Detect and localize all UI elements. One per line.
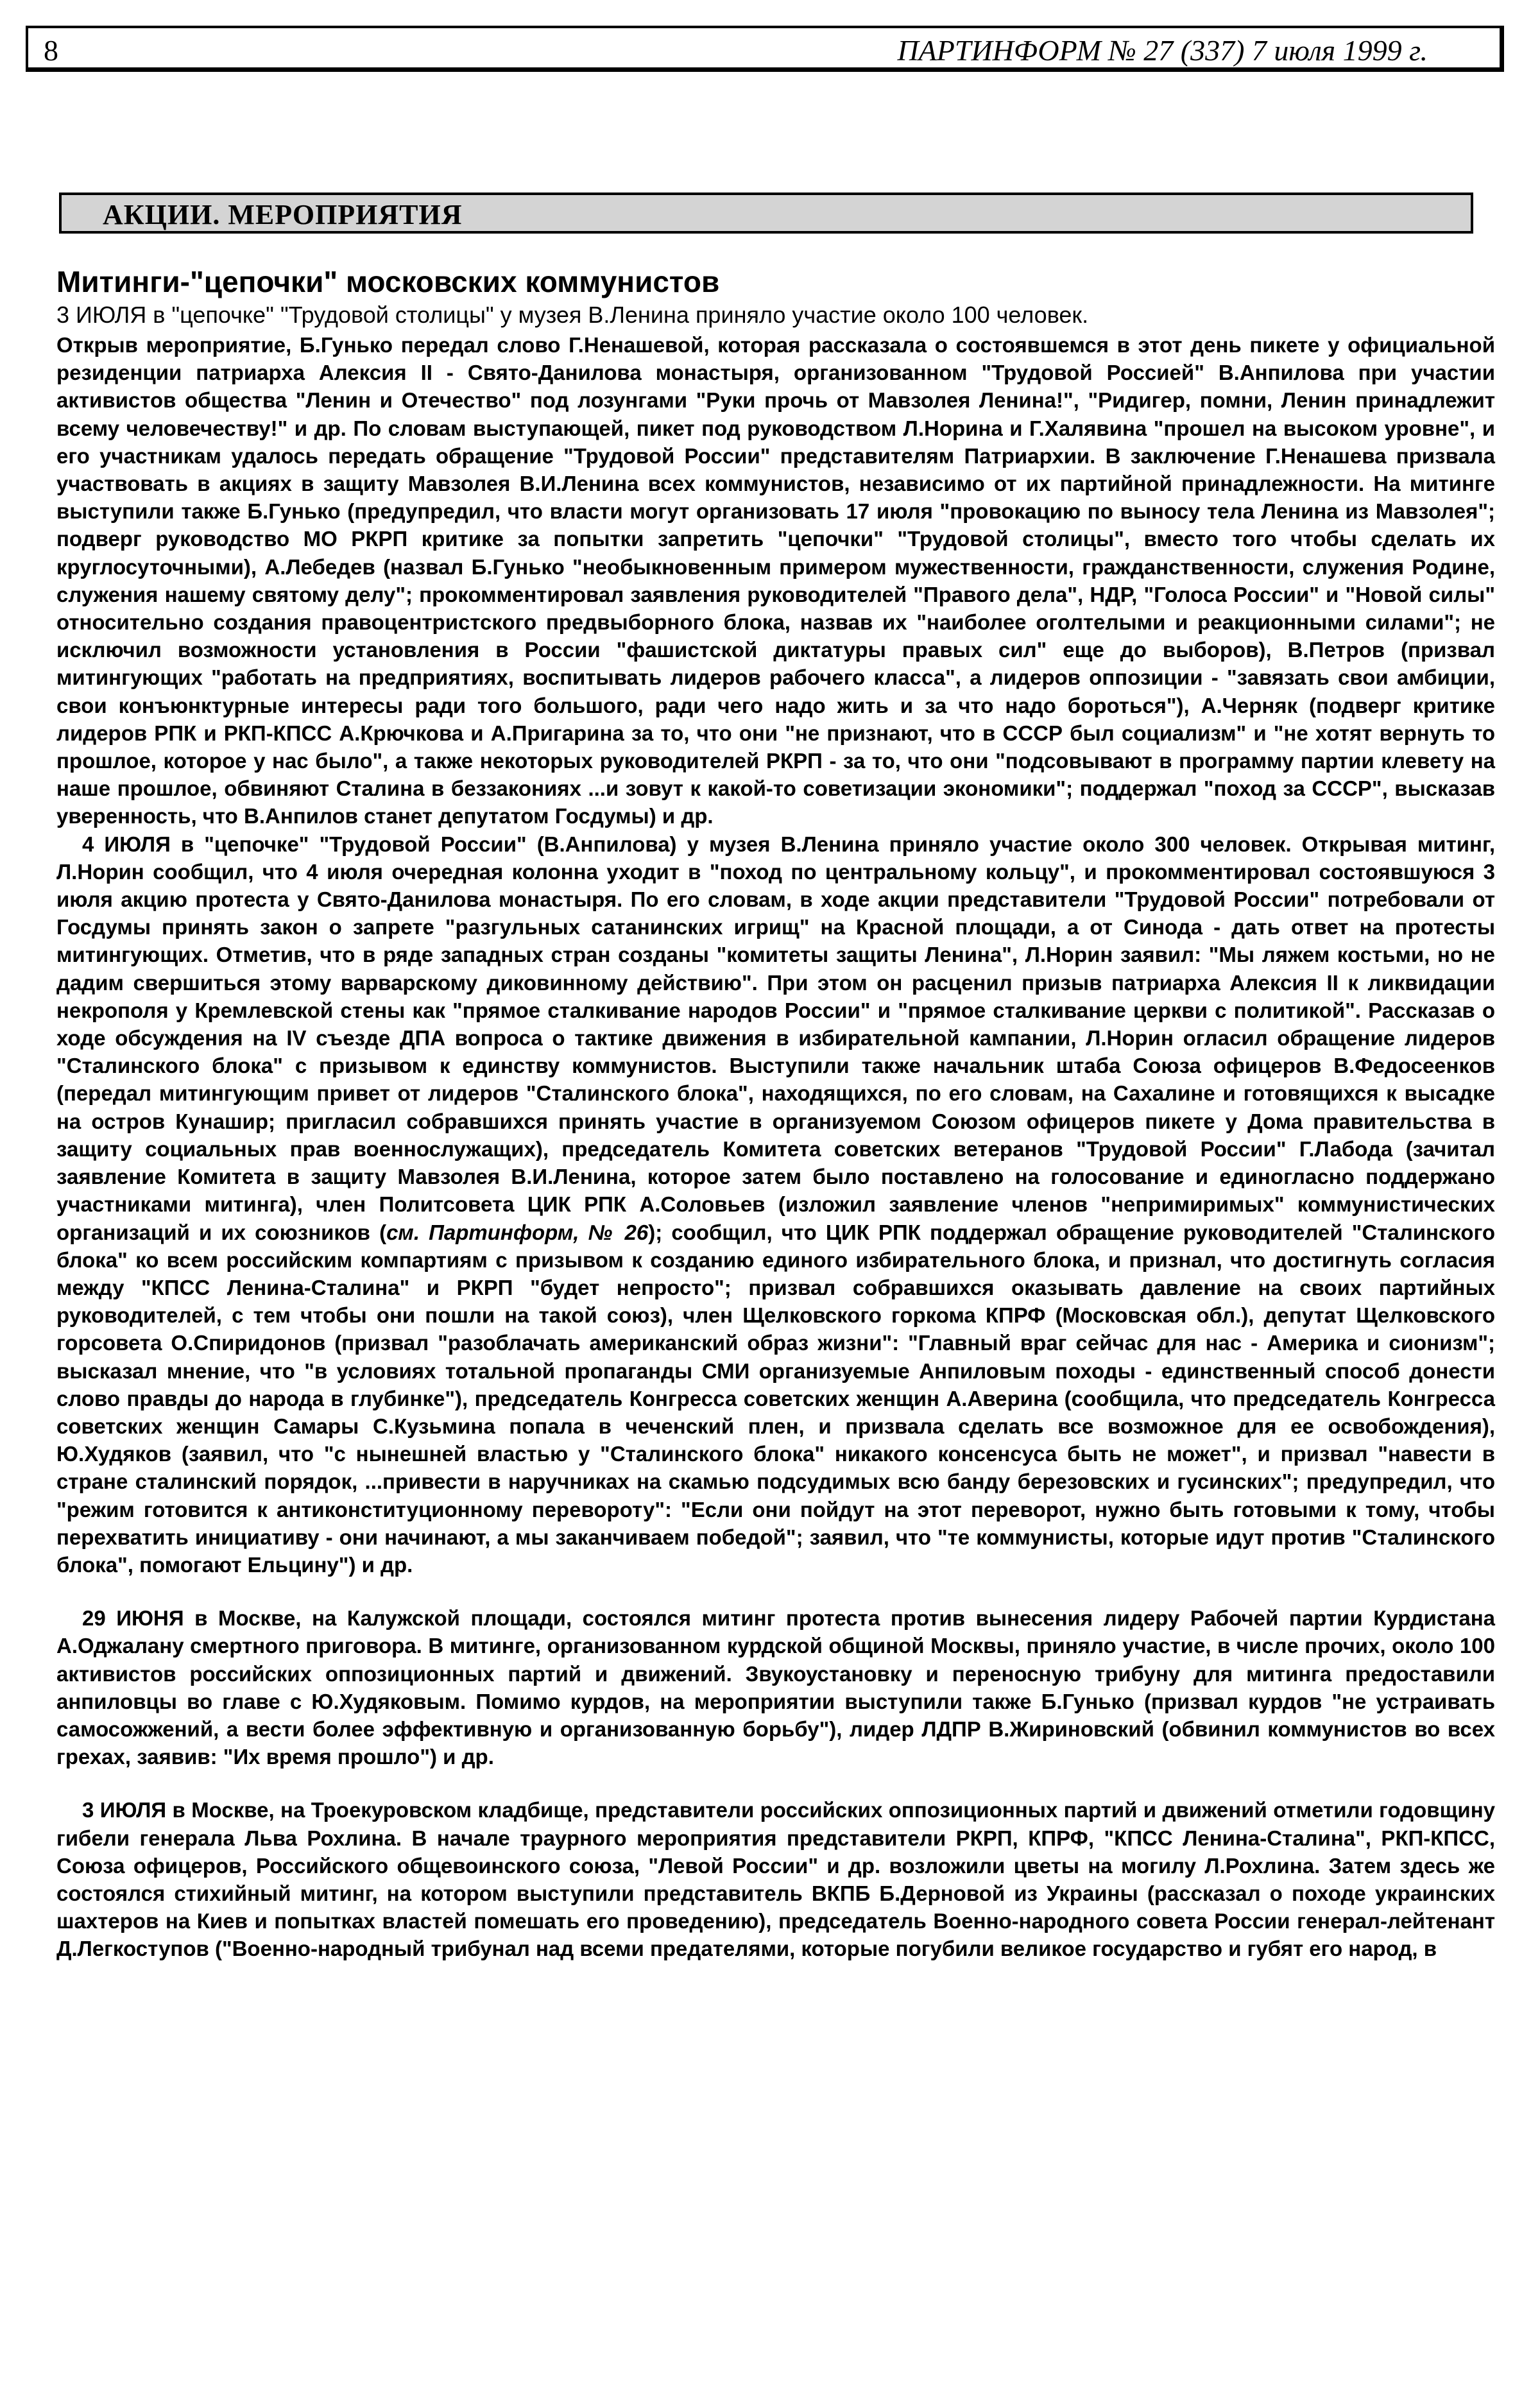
paragraph-4: 3 ИЮЛЯ в Москве, на Троекуровском кладбище, представители российских оппозиционных партий и движений отметили годовщину гибели генерала Льва Рохлина. В начале траурного мероприятия представители РКРП, КПРФ, "КПСС Ленина-Сталина", РКП-КПСС, Союза офицеров, Российского общевоинского союза, "Левой России" и др. возложили цветы на могилу Л.Рохлина. Затем здесь же состоялся стихийный митинг, на котором выступили представитель ВКПБ Б.Дерновой из Украины (рассказал о походе украинских шахтеров на Киев и попытках властей помешать его проведению), председатель Военно-народного совета России генерал-лейтенант Д.Легкоступов ("Военно-народный трибунал над всеми предателями, которые погубили великое государство и губят его народ, в [56,1798,1495,1961]
paragraph-1: Открыв мероприятие, Б.Гунько передал слово Г.Ненашевой, которая рассказала о состоявшемся в этот день пикете у официальной резиденции патриарха Алексия II - Свято-Данилова монастыря, организованном "Трудовой Россией" В.Анпилова при участии активистов общества "Ленин и Отечество" под лозунгами "Руки прочь от Мавзолея Ленина!", "Ридигер, помни, Ленин принадлежит всему человечеству!" и др. По словам выступающей, пикет под руководством Л.Норина и Г.Халявина "прошел на высоком уровне", и его участникам удалось передать обращение "Трудовой России" представителям Патриархии. В заключение Г.Ненашева призвала участвовать в акциях в защиту Мавзолея В.И.Ленина всех коммунистов, независимо от их партийной принадлежности. На митинге выступили также Б.Гунько (предупредил, что власти могут организовать 17 июля "провокацию по выносу тела Ленина из Мавзолея"; подверг руководство МО РКРП критике за попытки запретить "цепочки" "Трудовой столицы", вместо того чтобы сделать их круглосуточными), А.Лебедев (назвал Б.Гунько "необыкновенным примером мужественности, гражданственности, служения Родине, служения нашему святому делу"; прокомментировал заявления руководителей "Правого дела", НДР, "Голоса России" и "Новой силы" относительно создания правоцентристского предвыборного блока, назвав их "наиболее оголтелыми и реакционными силами"; не исключил возможности установления в России "фашистской диктатуры правых сил" еще до выборов), В.Петров (призвал митингующих "работать на предприятиях, воспитывать лидеров рабочего класса", а лидеров оппозиции - "завязать свои амбиции, свои конъюнктурные интересы ради того большого, ради чего надо жить и за что надо бороться"), А.Черняк (подверг критике лидеров РПК и РКП-КПСС А.Крючкова и А.Пригарина за то, что они "не признают, что в СССР был социализм" и "не хотят вернуть то прошлое, которое у нас было", а также некоторых руководителей РКРП - за то, что они "подсовывают в программу партии клевету на наше прошлое, обвиняют Сталина в беззакониях ...и зовут к какой-то советизации экономики"; поддержал "поход за СССР", высказав уверенность, что В.Анпилов станет депутатом Госдумы) и др. [56,333,1495,828]
paragraph-2-part-a: 4 ИЮЛЯ в "цепочке" "Трудовой России" (В.Анпилова) у музея В.Ленина приняло участие около 300 человек. Открывая митинг, Л.Норин сообщил, что 4 июля очередная колонна уходит в "поход по центральному кольцу", и прокомментировал состоявшуюся 3 июля акцию протеста у Свято-Данилова монастыря. По его словам, в ходе акции представители "Трудовой России" потребовали от Госдумы принять закон о запрете "разгульных сатанинских игрищ" на Красной площади, а от Синода - дать ответ на протесты митингующих. Отметив, что в ряде западных стран созданы "комитеты защиты Ленина", Л.Норин заявил: "Мы ляжем костьми, но не дадим свершиться этому варварскому диковинному действию". При этом он расценил призыв патриарха Алексия II к ликвидации некрополя у Кремлевской стены как "прямое сталкивание народов России" и "прямое сталкивание церкви с политикой". Рассказав о ходе обсуждения на IV съезде ДПА вопроса о тактике движения в избирательной кампании, Л.Норин огласил обращение лидеров "Сталинского блока" с призывом к единству коммунистов. Выступили также начальник штаба Союза офицеров В.Федосеенков (передал митингующим привет от лидеров "Сталинского блока", находящихся, по его словам, на Сахалине и готовящихся к высадке на остров Кунашир; пригласил собравшихся принять участие в организуемом Союзом офицеров пикете у Дома правительства в защиту социальных прав военнослужащих), председатель Комитета советских ветеранов "Трудовой России" Г.Лабода (зачитал заявление Комитета в защиту Мавзолея В.И.Ленина, которое затем было поставлено на голосование и единогласно поддержано участниками митинга), член Политсовета ЦИК РПК А.Соловьев (изложил заявление членов "непримиримых" коммунистических организаций и их союзников ( [56,832,1495,1244]
paragraph-2-reference: см. Партинформ, № 26 [386,1220,649,1244]
article-title: Митинги-"цепочки" московских коммунистов [56,265,720,298]
paragraph-2 [56,830,1495,1579]
spacer [56,1770,1495,1796]
section-banner [59,193,1473,234]
article-lead: 3 ИЮЛЯ в "цепочке" "Трудовой столицы" у музея В.Ленина приняло участие около 100 человек. [56,302,1089,328]
section-title: АКЦИИ. МЕРОПРИЯТИЯ [103,199,463,230]
page-number: 8 [44,34,58,67]
paragraph-2-part-b: ); сообщил, что ЦИК РПК поддержал обращение руководителей "Сталинского блока" ко всем российским компартиям с призывом к созданию единого избирательного блока, и признал, что достигнуть согласия между "КПСС Ленина-Сталина" и РКРП "будет непросто"; призвал собравшихся оказывать давление на своих партийных руководителей, с тем чтобы они пошли на такой союз), член Щелковского горкома КПРФ (Московская обл.), депутат Щелковского горсовета О.Спиридонов (призвал "разоблачать американский образ жизни": "Главный враг сейчас для нас - Америка и сионизм"; высказал мнение, что "в условиях тотальной пропаганды СМИ организуемые Анпиловым походы - единственный способ донести слово правды до народа в глубинке"), председатель Конгресса советских женщин А.Аверина (сообщила, что председатель Конгресса советских женщин Самары С.Кузьмина попала в чеченский плен, и призвала сделать все возможное для ее освобождения), Ю.Худяков (заявил, что "с нынешней властью у "Сталинского блока" никакого консенсуса быть не может", и призвал "навести в стране сталинский порядок, ...привести в наручниках на скамью подсудимых всю банду березовских и гусинских"; предупредил, что "режим готовится к антиконституционному перевороту": "Если они пойдут на этот переворот, нужно быть готовыми к тому, чтобы перехватить инициативу - они начинают, а мы заканчиваем победой"; заявил, что "те коммунисты, которые идут против "Сталинского блока", помогают Ельцину") и др. [56,1220,1495,1577]
page-header [26,26,1504,72]
spacer [56,1579,1495,1604]
article [56,264,1495,1963]
publication-line: ПАРТИНФОРМ № 27 (337) 7 июля 1999 г. [897,34,1428,67]
paragraph-3: 29 ИЮНЯ в Москве, на Калужской площади, состоялся митинг протеста против вынесения лидеру Рабочей партии Курдистана А.Оджалану смертного приговора. В митинге, организованном курдской общиной Москвы, приняло участие, в числе прочих, около 100 активистов российских оппозиционных партий и движений. Звукоустановку и переносную трибуну для митинга предоставили анпиловцы во главе с Ю.Худяковым. Помимо курдов, на мероприятии выступили также Б.Гунько (призвал курдов "не устраивать самосожжений, а вести более эффективную и организованную борьбу"), лидер ЛДПР В.Жириновский (обвинил коммунистов во всех грехах, заявив: "Их время прошло") и др. [56,1606,1495,1769]
